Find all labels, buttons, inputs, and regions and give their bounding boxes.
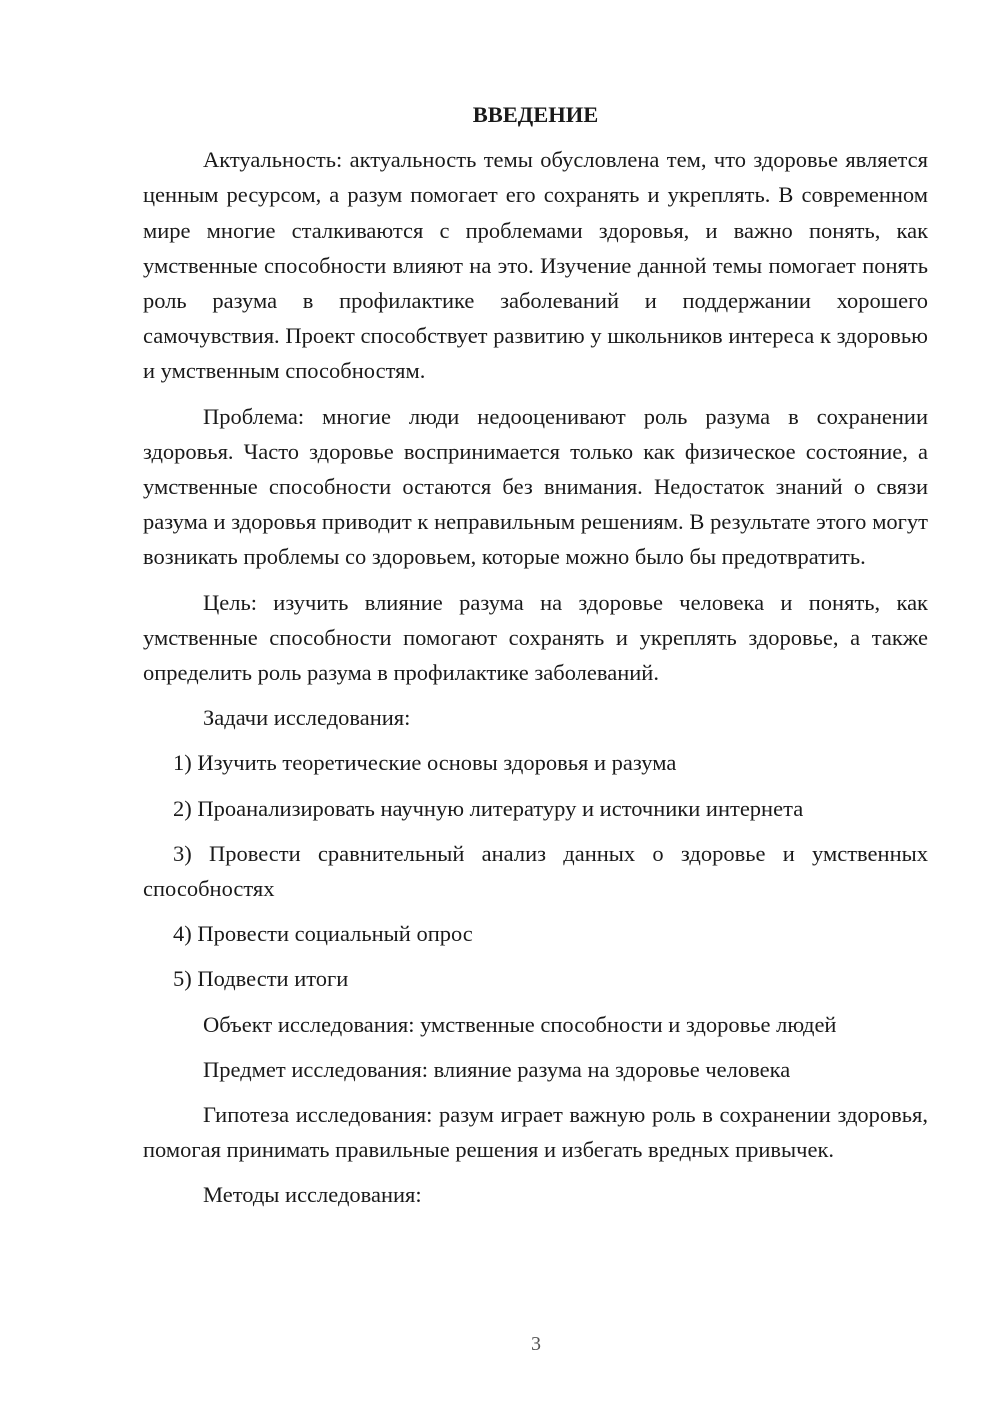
task-item-5: 5) Подвести итоги [173, 966, 349, 992]
goal-paragraph: Цель: изучить влияние разума на здоровье человека и понять, как умственные способности помогают сохранять и укреплять здоровье, а также определить роль разума в профилактике заболеваний. [143, 589, 928, 686]
subject-paragraph: Предмет исследования: влияние разума на здоровье человека [203, 1056, 791, 1082]
section-title: ВВЕДЕНИЕ [472, 102, 599, 127]
hypothesis-paragraph: Гипотеза исследования: разум играет важную роль в сохранении здоровья, помогая принимать правильные решения и избегать вредных привычек. [143, 1102, 928, 1163]
task-item-1: 1) Изучить теоретические основы здоровья и разума [173, 750, 677, 776]
methods-heading: Методы исследования: [203, 1182, 422, 1208]
object-paragraph: Объект исследования: умственные способности и здоровье людей [203, 1011, 837, 1037]
task-item-2: 2) Проанализировать научную литературу и источники интернета [173, 795, 804, 821]
page-content [143, 97, 928, 1223]
tasks-heading: Задачи исследования: [203, 705, 411, 731]
relevance-paragraph: Актуальность: актуальность темы обусловлена тем, что здоровье является ценным ресурсом, а разум помогает его сохранять и укреплять. В современном мире многие сталкиваются с проблемами здоровья, и важно понять, как умственные способности влияют на это. Изучение данной темы помогает понять роль разума в профилактике заболеваний и поддержании хорошего самочувствия. Проект способствует развитию у школьников интереса к здоровью и умственным способностям. [143, 147, 928, 384]
task-item-4: 4) Провести социальный опрос [173, 921, 473, 947]
problem-paragraph: Проблема: многие люди недооценивают роль разума в сохранении здоровья. Часто здоровье воспринимается только как физическое состояние, а умственные способности остаются без внимания. Недостаток знаний о связи разума и здоровья приводит к неправильным решениям. В результате этого могут возникать проблемы со здоровьем, которые можно было бы предотвратить. [143, 403, 928, 570]
page-number: 3 [531, 1333, 541, 1355]
task-item-3: 3) Провести сравнительный анализ данных о здоровье и умственных способностях [143, 840, 928, 902]
